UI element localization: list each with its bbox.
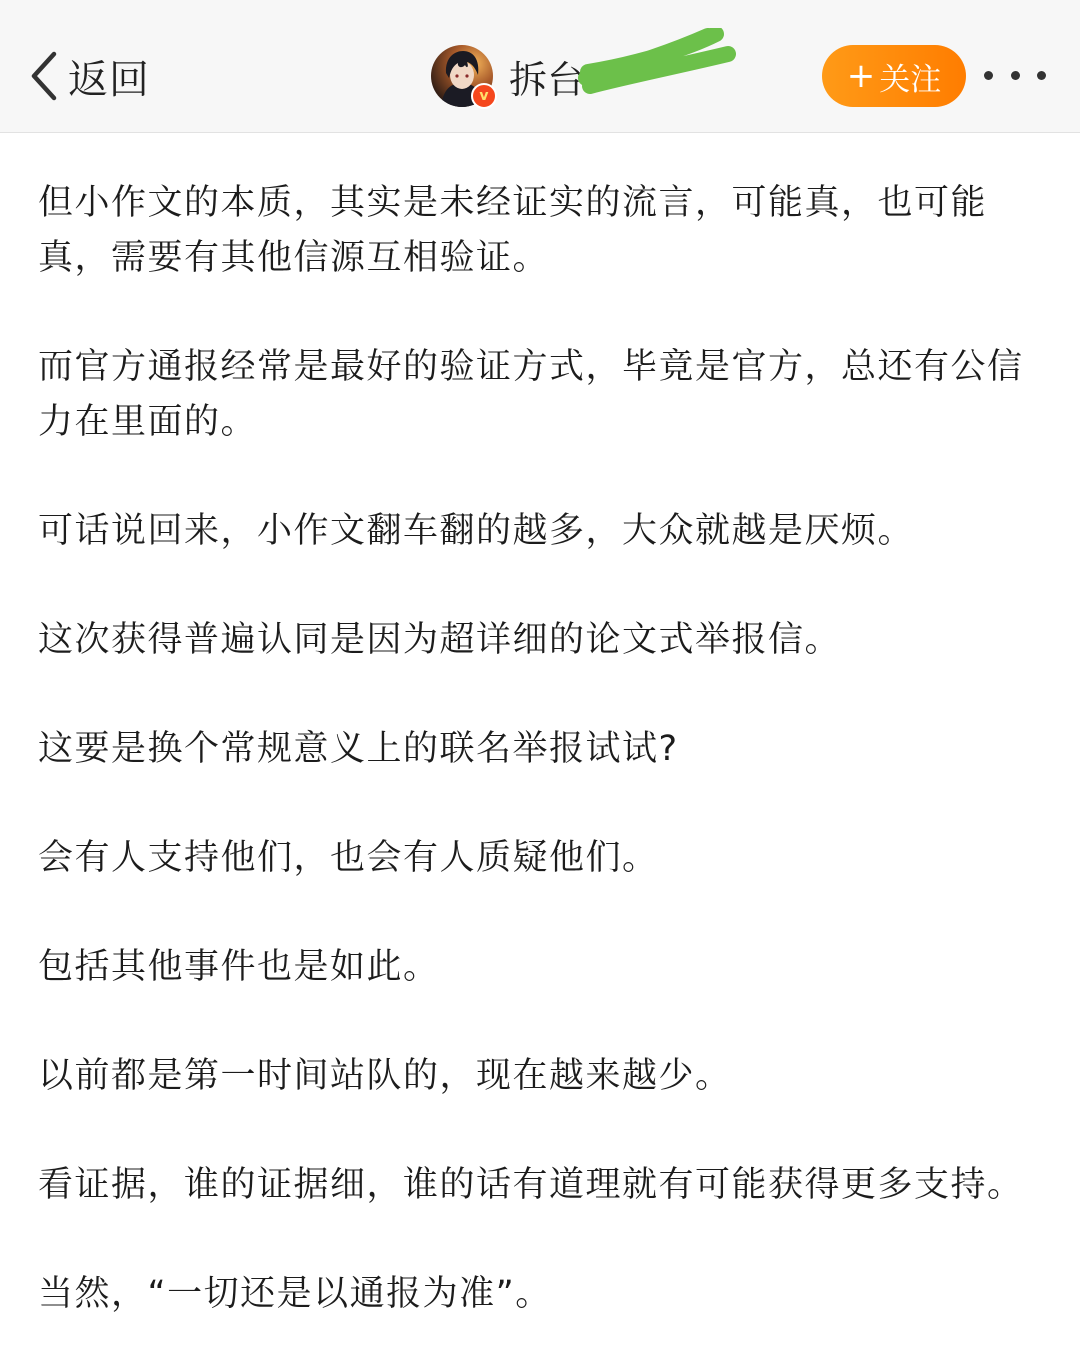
post-paragraph: 当然，“一切还是以通报为准”。 [38,1274,552,1314]
post-paragraph: 会有人支持他们，也会有人质疑他们。 [38,838,659,878]
follow-button[interactable] [822,45,966,107]
author-name[interactable]: 拆台 [509,57,586,102]
post-paragraph: 但小作文的本质，其实是未经证实的流言，可能真，也可能真，需要有其他信源互相验证。 [38,183,988,278]
post-paragraph: 以前都是第一时间站队的，现在越来越少。 [38,1056,732,1096]
verified-badge-icon: v [471,83,497,109]
more-dot [1037,71,1046,80]
back-button[interactable] [28,44,150,108]
more-dot [1011,71,1020,80]
redaction-scribble [578,28,738,98]
post-paragraph: 可话说回来，小作文翻车翻的越多，大众就越是厌烦。 [38,511,915,551]
post-body [38,176,1048,1322]
post-paragraph: 这次获得普遍认同是因为超详细的论文式举报信。 [38,620,842,660]
back-label: 返回 [68,56,150,103]
author-info[interactable] [431,44,585,108]
top-nav-bar [0,0,1080,133]
plus-icon: + [846,56,876,96]
follow-label: 关注 [879,61,942,98]
chevron-left-icon [28,50,60,102]
more-horizontal-icon[interactable] [984,60,1046,90]
avatar[interactable] [431,45,493,107]
post-paragraph: 而官方通报经常是最好的验证方式，毕竟是官方，总还有公信力在里面的。 [38,347,1024,442]
post-paragraph: 包括其他事件也是如此。 [38,947,440,987]
post-paragraph: 看证据，谁的证据细，谁的话有道理就有可能获得更多支持。 [38,1165,1024,1205]
post-paragraph: 这要是换个常规意义上的联名举报试试? [38,729,679,769]
more-dot [984,71,993,80]
